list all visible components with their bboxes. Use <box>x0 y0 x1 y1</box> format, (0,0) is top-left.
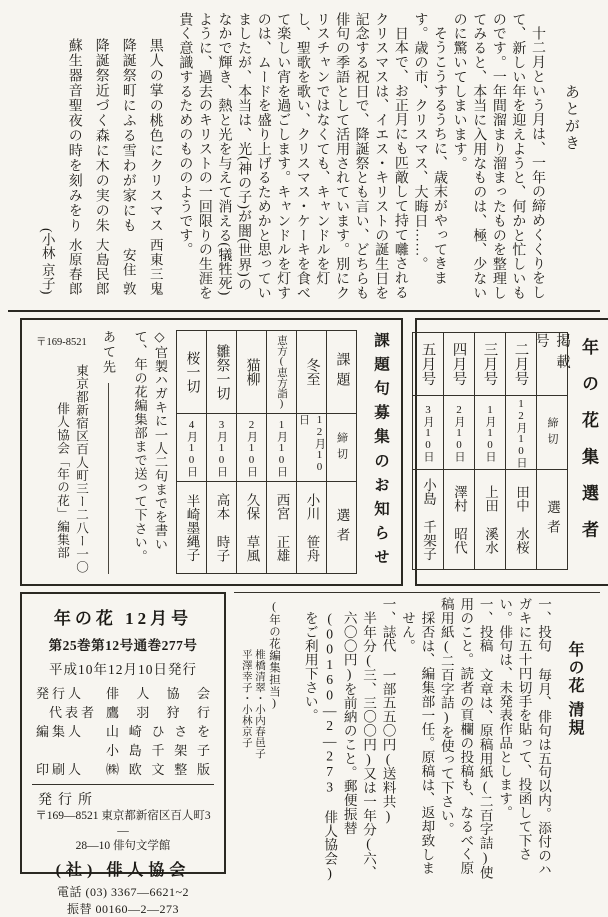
afterword-paragraph: 十二月という月は、一年の締めくくりをして、新しい年を迎えようと、何かと忙しいものです。一年間溜まり溜まったものを整理してみると、本当に入用なものは、極、少ないのに驚いてしまいます。 <box>451 12 545 300</box>
sensha-column <box>443 333 474 569</box>
kadai-header-column <box>326 331 356 573</box>
kadai-column <box>177 331 206 573</box>
addressee-line2: 俳人協会「年の花」編集部 <box>55 402 69 560</box>
cell-issue: 三月号 <box>481 342 498 386</box>
cell-theme: 桜一切 <box>184 351 200 393</box>
haiku-author: 大島民郎 <box>93 238 109 296</box>
staff-role: 代表者 <box>49 705 98 720</box>
cell-selector: 西宮 正雄 <box>267 481 296 573</box>
addressee-label: あて先 <box>101 330 116 375</box>
haiku-text: 降誕祭近づく森に木の実の朱 <box>93 38 109 233</box>
haiku-list <box>64 12 165 304</box>
cell-selector: 小島 千架子 <box>413 469 443 569</box>
credit-label: (年の花編集担当) <box>268 601 280 710</box>
staff-list <box>30 684 216 779</box>
cell-theme: 雛祭一切 <box>214 344 230 400</box>
staff-row <box>30 760 216 779</box>
staff-name: ㈱欧文整版 <box>106 762 210 777</box>
credit-names <box>240 601 266 888</box>
cell-deadline: 3月10日 <box>207 413 236 481</box>
staff-row <box>30 703 216 722</box>
sensha-box <box>415 318 608 586</box>
cell-selector: 田中 水桜 <box>506 469 536 569</box>
kadai-column <box>206 331 236 573</box>
kadai-announcement-box <box>20 318 403 586</box>
staff-row <box>30 684 216 703</box>
staff-row <box>30 722 216 741</box>
kadai-title: 課題句募集のお知らせ <box>372 332 389 573</box>
cell-deadline: 1月10日 <box>267 413 296 481</box>
haiku-item <box>145 12 165 304</box>
cell-issue: 五月号 <box>419 342 436 386</box>
afterword-paragraph: そうこうするうちに、歳末がやってきます。歳の市、クリスマス、大晦日……。 <box>412 12 448 286</box>
header-cell-selector: 選者 <box>537 469 567 569</box>
sensha-header-column <box>533 333 570 569</box>
cell-deadline: 4月10日 <box>177 413 206 481</box>
editor-signature-text: (小林 京子) <box>39 227 55 294</box>
sensha-title: 年の花集選者 <box>579 338 598 558</box>
sensha-column <box>474 333 505 569</box>
cell-selector: 久保 草風 <box>237 481 266 573</box>
haiku-text: 降誕祭町にふる雪わが家にも <box>120 38 136 233</box>
cell-selector: 澤村 昭代 <box>444 469 474 569</box>
publish-date: 平成10年12月10日発行 <box>49 662 197 677</box>
addressee-rule <box>108 383 109 574</box>
kadai-table <box>176 330 357 574</box>
sensha-table <box>412 332 568 570</box>
afterword-title: あとがき <box>563 84 579 152</box>
cell-selector: 小川 笹舟 <box>297 481 326 573</box>
kadai-note: ◇官製ハガキに一人二句までを書いて、年の花編集部まで送って下さい。 <box>132 330 168 563</box>
colophon-divider <box>32 784 214 785</box>
cell-issue: 二月号 <box>512 342 529 386</box>
cell-deadline: 2月10日 <box>444 395 474 469</box>
kadai-column <box>236 331 266 573</box>
addressee-line1: 東京都新宿区百人町三ー二八ー一〇 <box>74 364 88 574</box>
header-cell-issue: 掲載号 <box>533 333 570 376</box>
addressee-postal: 〒169-8521 <box>36 337 87 348</box>
credit-name: 平澤幸子・小林京子 <box>240 649 252 748</box>
seiki-item: 半年分(三、三〇〇円)又は一年分(六、六〇〇円)を前納のこと。郵便振替(00160—2—273 俳人協会)をご利用下さい。 <box>302 611 377 881</box>
afterword-paragraph: 日本で、お正月にも匹敵して持て囃されるクリスマスは、イエス・キリストの誕生日を記念する祝日で、降誕祭とも言い、どちらも俳句の季語として活用されています。別にクリスチャンではなくても、キャンドルを灯し、聖歌を歌い、クリスマス・ケーキを食べて楽しい宵を過ごします。キャンドルを灯すのは、ムードを盛り上げるためかと思っていましたが、本当は、光(神の子)が闇(世界)のなかで輝き、熱と光を与えて消える(犠牲死)ように、過去のキリストの一回限りの生涯を貴く意識するためのもののようです。 <box>177 12 408 300</box>
haiku-author: 安住 敦 <box>120 248 136 296</box>
seiki-item: 一、投稿 文章は、原稿用紙(二百字詰)使用のこと。読者の頁欄の投稿も、なるべく原稿用紙(二百字詰)を使って下さい。 <box>438 597 493 880</box>
cell-deadline: 2月10日 <box>237 413 266 481</box>
seiki-title: 年の花 清規 <box>566 641 583 737</box>
credit-name: 椎橋清翠・小内春邑子 <box>254 649 265 759</box>
kadai-column <box>296 331 326 573</box>
haiku-author: 水原春郎 <box>66 238 82 296</box>
staff-name: 山崎ひさを <box>106 724 210 739</box>
sensha-column <box>413 333 443 569</box>
cell-deadline: 12月10日 <box>506 395 536 469</box>
haiku-text: 蘇生器音聖夜の時を刻みをり <box>66 38 82 233</box>
kadai-column <box>266 331 296 573</box>
staff-role: 発行人 <box>36 686 85 701</box>
header-cell-deadline: 締切 <box>327 413 356 481</box>
editors-credit <box>234 597 282 888</box>
addressee-label-column <box>99 330 118 574</box>
staff-row <box>30 741 216 760</box>
seiki-item: 採否は、編集部一任。原稿は、返却致しません。 <box>399 611 435 876</box>
cell-theme: 猫柳 <box>244 358 260 386</box>
postal-transfer: 振替 00160—2—273 <box>66 902 179 916</box>
cell-theme: 恵方(恵方詣) <box>276 334 287 410</box>
staff-name: 鷹羽狩行 <box>106 705 210 720</box>
header-cell-theme: 課題 <box>334 351 350 393</box>
cell-deadline: 1月10日 <box>475 395 505 469</box>
header-cell-deadline: 締切 <box>537 395 567 469</box>
staff-name: 小島千架子 <box>106 743 210 758</box>
header-cell-selector: 選者 <box>327 481 356 573</box>
seiki-section <box>282 597 600 881</box>
haiku-item <box>118 12 138 304</box>
phone-number: 電話 (03) 3367—6621~2 <box>57 885 189 899</box>
addressee-block <box>34 330 118 574</box>
middle-section <box>8 318 600 586</box>
publisher-org: (社) 俳人協会 <box>55 862 191 879</box>
volume-info: 第25巻第12号通巻277号 <box>48 638 198 653</box>
seiki-item: 一、誌代 一部五五〇円(送料共) <box>380 597 396 824</box>
cell-deadline: 12月10日 <box>297 413 326 481</box>
staff-role: 印刷人 <box>36 762 85 777</box>
afterword-section <box>8 8 600 312</box>
cell-selector: 半崎墨縄子 <box>177 481 206 573</box>
cell-selector: 上田 溪水 <box>475 469 505 569</box>
haiku-item <box>64 12 84 304</box>
colophon-box <box>20 592 226 916</box>
staff-role: 編集人 <box>36 724 85 739</box>
publisher-address-1: 〒169—8521 東京都新宿区百人町3— <box>35 810 211 837</box>
haiku-text: 黒人の掌の桃色にクリスマス <box>147 38 163 233</box>
bottom-section <box>8 592 600 916</box>
magazine-title: 年の花 12月号 <box>53 609 193 628</box>
haiku-author: 西東三鬼 <box>147 238 163 296</box>
staff-role <box>36 741 98 760</box>
seiki-item: 一、投句 毎月、俳句は五句以内。添付のハガキに五十円切手を貼って、投函して下さい。俳句は、未発表作品とします。 <box>497 597 551 877</box>
publisher-address-2: 28—10 俳句文学館 <box>75 840 171 852</box>
cell-selector: 高本 時子 <box>207 481 236 573</box>
bottom-right-area <box>234 592 600 888</box>
cell-issue: 四月号 <box>450 342 467 386</box>
cell-theme: 冬至 <box>304 358 320 386</box>
editor-signature <box>37 12 57 304</box>
staff-name: 俳人協会 <box>106 686 210 701</box>
publisher-label: 発行所 <box>38 793 98 808</box>
haiku-item <box>91 12 111 304</box>
afterword-vertical-flow <box>10 12 598 304</box>
cell-deadline: 3月10日 <box>413 395 443 469</box>
